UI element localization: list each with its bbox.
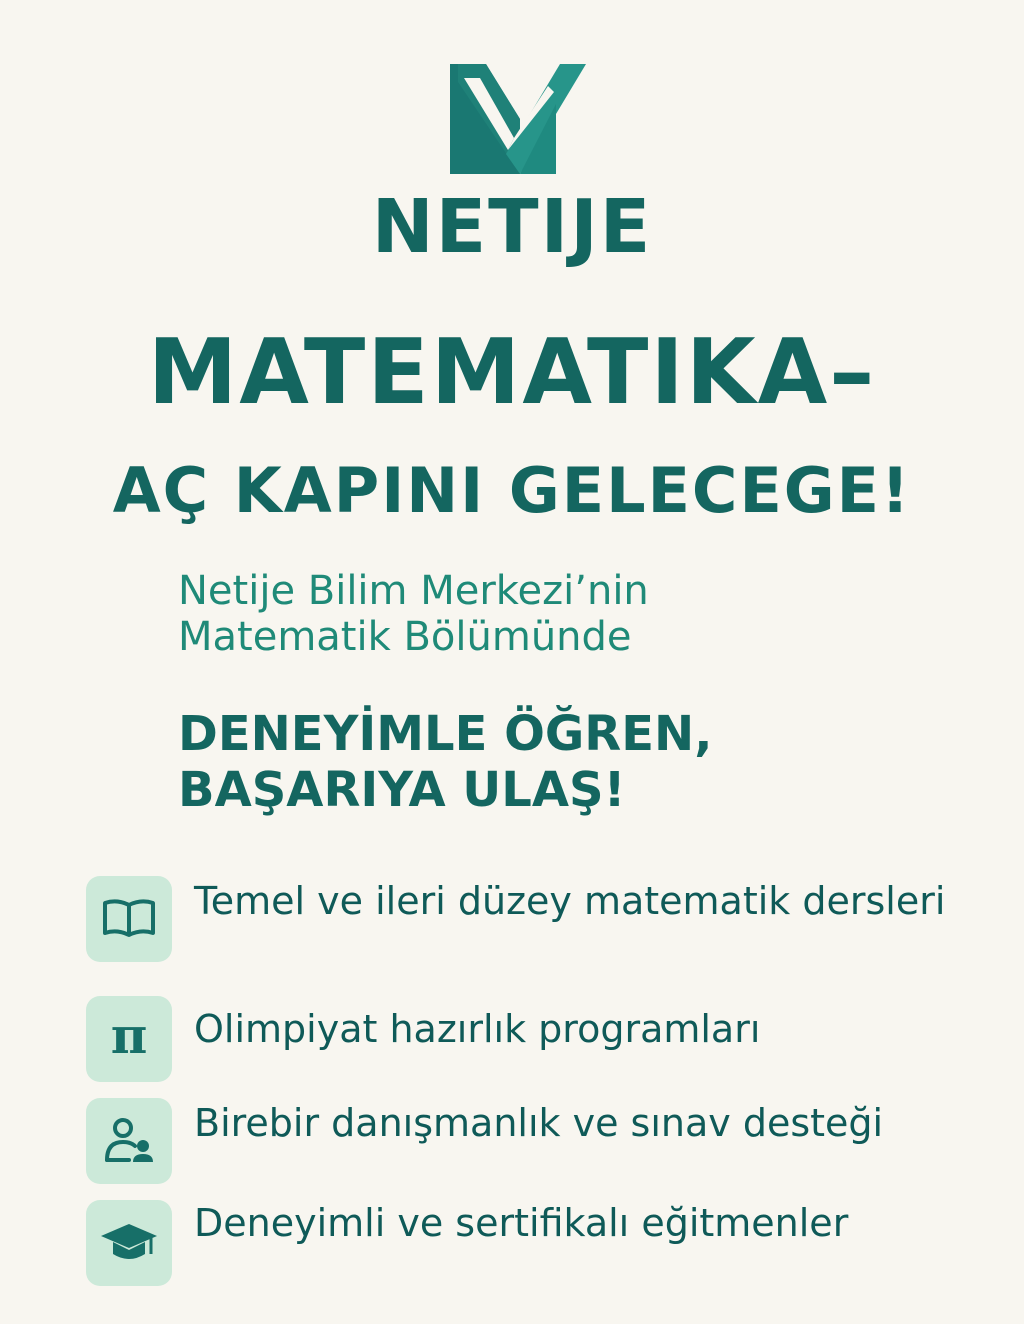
subtitle-line-1: Netije Bilim Merkezi’nin [178,568,649,614]
brand-name: NETIJE [371,184,653,270]
tagline [178,706,978,818]
feature-icon-box [86,1098,172,1184]
subtitle [178,568,938,660]
feature-icon-box [86,996,172,1082]
headline-line-1: MATEMATIKA– [147,320,877,425]
headline-line-2: AÇ KAPINI GELECEGE! [112,454,912,527]
feature-text: Birebir danışmanlık ve sınav desteği [194,1101,884,1145]
feature-text: Temel ve ileri düzey matematik dersleri [194,879,946,923]
consultation-icon [101,1116,157,1166]
book-icon [101,897,157,941]
logo [450,64,586,174]
tagline-line-2: BAŞARIYA ULAŞ! [178,762,626,818]
pi-icon: π [110,1006,148,1065]
checkmark-logo-icon [450,64,586,174]
tagline-line-1: DENEYİMLE ÖĞREN, [178,706,713,762]
graduation-cap-icon [99,1220,159,1266]
feature-icon-box [86,1200,172,1286]
feature-text: Deneyimli ve sertifikalı eğitmenler [194,1201,849,1245]
feature-text: Olimpiyat hazırlık programları [194,1007,761,1051]
subtitle-line-2: Matematik Bölümünde [178,614,632,660]
feature-icon-box [86,876,172,962]
